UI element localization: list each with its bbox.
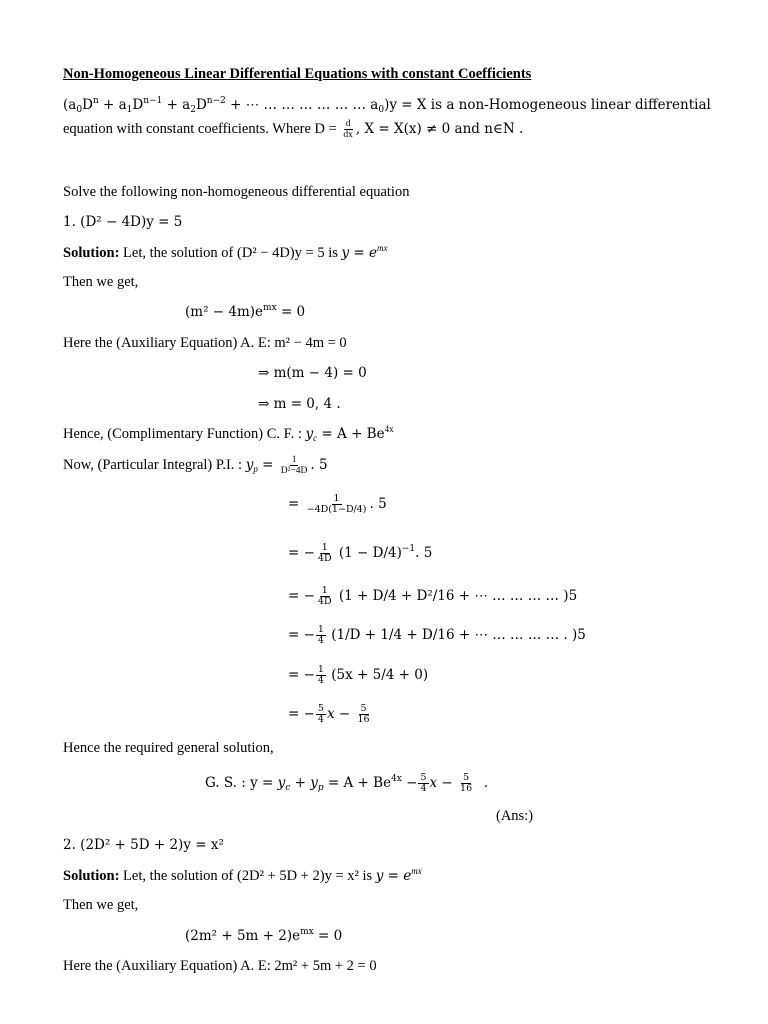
equals: = − bbox=[288, 588, 315, 604]
solution-label: Solution: bbox=[63, 868, 120, 884]
equation-text: . 5 bbox=[369, 496, 387, 512]
subscript: 0 bbox=[76, 105, 83, 115]
step-fraction bbox=[316, 543, 334, 564]
step-fraction bbox=[316, 586, 334, 607]
p1-step-6 bbox=[288, 704, 373, 725]
p2-solution-line bbox=[63, 866, 422, 886]
equals: = − bbox=[288, 627, 315, 643]
subscript: 1 bbox=[126, 105, 133, 115]
fraction-denominator: 4D bbox=[317, 596, 332, 607]
fraction-numerator: 5 bbox=[360, 703, 367, 714]
fraction-denominator: 16 bbox=[460, 783, 473, 794]
equation-text: . 5 bbox=[415, 545, 433, 561]
equals: = bbox=[257, 457, 278, 473]
p2-then: Then we get, bbox=[63, 897, 139, 913]
trial-solution: y = e bbox=[375, 868, 412, 884]
equation-text: (5x + 5/4 + 0) bbox=[331, 667, 429, 683]
equals: = − bbox=[288, 667, 315, 683]
superscript: mx bbox=[263, 303, 277, 313]
intro-text: + ⋯ … … … … … … a bbox=[225, 97, 379, 113]
p1-auxiliary-equation: Here the (Auxiliary Equation) A. E: m² − 4m = 0 bbox=[63, 335, 347, 351]
gs-fraction bbox=[458, 773, 474, 794]
fraction-denominator: 4 bbox=[317, 714, 324, 725]
p1-solution-line bbox=[63, 243, 388, 263]
problem-2: 2. (2D² + 5D + 2)y = x² bbox=[63, 837, 224, 853]
superscript: n−2 bbox=[206, 96, 226, 106]
derivative-fraction bbox=[341, 119, 355, 140]
fraction-numerator: 5 bbox=[317, 703, 324, 714]
fraction-denominator: 4 bbox=[420, 783, 427, 794]
fraction-denominator: dx bbox=[343, 130, 353, 141]
superscript: 4x bbox=[391, 774, 402, 784]
trial-solution: y = e bbox=[341, 245, 378, 261]
equation-text: . 5 bbox=[310, 457, 328, 473]
symbol: y bbox=[310, 775, 318, 791]
subscript: 0 bbox=[378, 105, 385, 115]
intro-text: )y = X is a non-Homogeneous linear differential bbox=[384, 97, 711, 113]
gs-fraction bbox=[418, 773, 428, 794]
intro-line-2 bbox=[63, 119, 523, 140]
equation-text: (m² − 4m)e bbox=[185, 304, 264, 320]
superscript: 4x bbox=[384, 424, 394, 434]
subscript: 2 bbox=[190, 105, 196, 115]
subscript: c bbox=[285, 783, 291, 793]
symbol: y bbox=[305, 426, 314, 442]
superscript: mx bbox=[411, 866, 422, 876]
p1-general-solution bbox=[205, 773, 488, 794]
p1-step-4 bbox=[288, 625, 586, 646]
superscript: −1 bbox=[401, 544, 416, 554]
symbol: y bbox=[245, 457, 254, 473]
equation-text: x − bbox=[326, 706, 351, 722]
gs-label: G. S. : y = bbox=[205, 775, 278, 791]
equation-text: − bbox=[401, 775, 418, 791]
subscript: p bbox=[317, 783, 324, 793]
intro-line-1 bbox=[63, 95, 711, 115]
p1-step-5 bbox=[288, 665, 428, 686]
intro-text: D bbox=[82, 97, 93, 113]
equation-text: = 0 bbox=[276, 304, 306, 320]
intro-text: , X = X(x) ≠ 0 and n∈N . bbox=[355, 121, 524, 137]
fraction-denominator: 4 bbox=[317, 635, 324, 646]
pi-fraction bbox=[279, 455, 310, 476]
equals: = bbox=[288, 496, 304, 512]
equals: = − bbox=[288, 706, 315, 722]
fraction-numerator: 1 bbox=[317, 664, 324, 675]
fraction-numerator: 1 bbox=[321, 542, 328, 553]
cf-expression: = A + Be bbox=[317, 426, 385, 442]
solution-text: Let, the solution of (D² − 4D)y = 5 is bbox=[119, 245, 342, 261]
intro-text: D bbox=[132, 97, 144, 113]
p1-particular-integral bbox=[63, 455, 328, 476]
solution-label: Solution: bbox=[63, 245, 120, 261]
fraction-denominator: −4D(1−D/4) bbox=[306, 504, 367, 515]
p2-eq1 bbox=[185, 926, 342, 946]
intro-text: (a bbox=[63, 97, 77, 113]
p1-ae-step-3: ⇒ m = 0, 4 . bbox=[258, 396, 341, 412]
p1-ae-step-2: ⇒ m(m − 4) = 0 bbox=[258, 365, 367, 381]
intro-text: equation with constant coefficients. Where D = bbox=[63, 121, 337, 137]
fraction-numerator: 1 bbox=[321, 585, 328, 596]
fraction-numerator: 5 bbox=[420, 772, 427, 783]
fraction-numerator: 1 bbox=[291, 455, 297, 466]
fraction-numerator: d bbox=[345, 119, 351, 130]
symbol: y bbox=[277, 775, 286, 791]
solve-heading: Solve the following non-homogeneous differential equation bbox=[63, 184, 410, 200]
equation-text: (1/D + 1/4 + D/16 + ⋯ … … … … . )5 bbox=[331, 627, 586, 643]
superscript: n bbox=[92, 96, 99, 106]
p1-step-3 bbox=[288, 586, 577, 607]
subscript: c bbox=[313, 433, 318, 443]
equation-text: + bbox=[290, 775, 311, 791]
fraction-numerator: 5 bbox=[463, 772, 470, 783]
pi-label: Now, (Particular Integral) P.I. : bbox=[63, 457, 246, 473]
equation-text: . bbox=[483, 775, 489, 791]
fraction-denominator: D²−4D bbox=[280, 466, 308, 477]
step-fraction bbox=[316, 704, 326, 725]
equation-text: (2m² + 5m + 2)e bbox=[185, 928, 301, 944]
p1-general-solution-intro: Hence the required general solution, bbox=[63, 740, 274, 756]
problem-1: 1. (D² − 4D)y = 5 bbox=[63, 214, 183, 230]
p1-complementary-function bbox=[63, 424, 394, 444]
step-fraction bbox=[305, 494, 369, 515]
superscript: mx bbox=[300, 927, 314, 937]
step-fraction bbox=[316, 665, 326, 686]
p1-then: Then we get, bbox=[63, 274, 139, 290]
equation-text: (1 + D/4 + D²/16 + ⋯ … … … … )5 bbox=[338, 588, 578, 604]
fraction-denominator: 4 bbox=[317, 675, 324, 686]
superscript: mx bbox=[377, 243, 388, 253]
fraction-denominator: 16 bbox=[357, 714, 370, 725]
superscript: n−1 bbox=[143, 96, 163, 106]
equation-text: x − bbox=[429, 775, 453, 791]
intro-text: + a bbox=[162, 97, 191, 113]
equation-text: = − bbox=[288, 545, 315, 561]
cf-label: Hence, (Complimentary Function) C. F. : bbox=[63, 426, 306, 442]
p2-auxiliary-equation: Here the (Auxiliary Equation) A. E: 2m² + 5m + 2 = 0 bbox=[63, 958, 377, 974]
equation-text: = A + Be bbox=[323, 775, 392, 791]
fraction-denominator: 4D bbox=[317, 553, 332, 564]
intro-text: + a bbox=[98, 97, 127, 113]
intro-text: D bbox=[195, 97, 207, 113]
step-fraction bbox=[316, 625, 326, 646]
page-title: Non-Homogeneous Linear Differential Equations with constant Coefficients bbox=[63, 66, 532, 82]
p1-step-1 bbox=[288, 494, 387, 515]
step-fraction bbox=[355, 704, 371, 725]
equation-text: = 0 bbox=[313, 928, 343, 944]
equation-text: (1 − D/4) bbox=[338, 545, 402, 561]
fraction-numerator: 1 bbox=[333, 493, 340, 504]
fraction-numerator: 1 bbox=[317, 624, 324, 635]
p1-step-2 bbox=[288, 543, 432, 564]
subscript: p bbox=[253, 464, 258, 474]
p1-eq1 bbox=[185, 302, 305, 322]
answer-label: (Ans:) bbox=[496, 808, 534, 824]
solution-text: Let, the solution of (2D² + 5D + 2)y = x² is bbox=[119, 868, 376, 884]
